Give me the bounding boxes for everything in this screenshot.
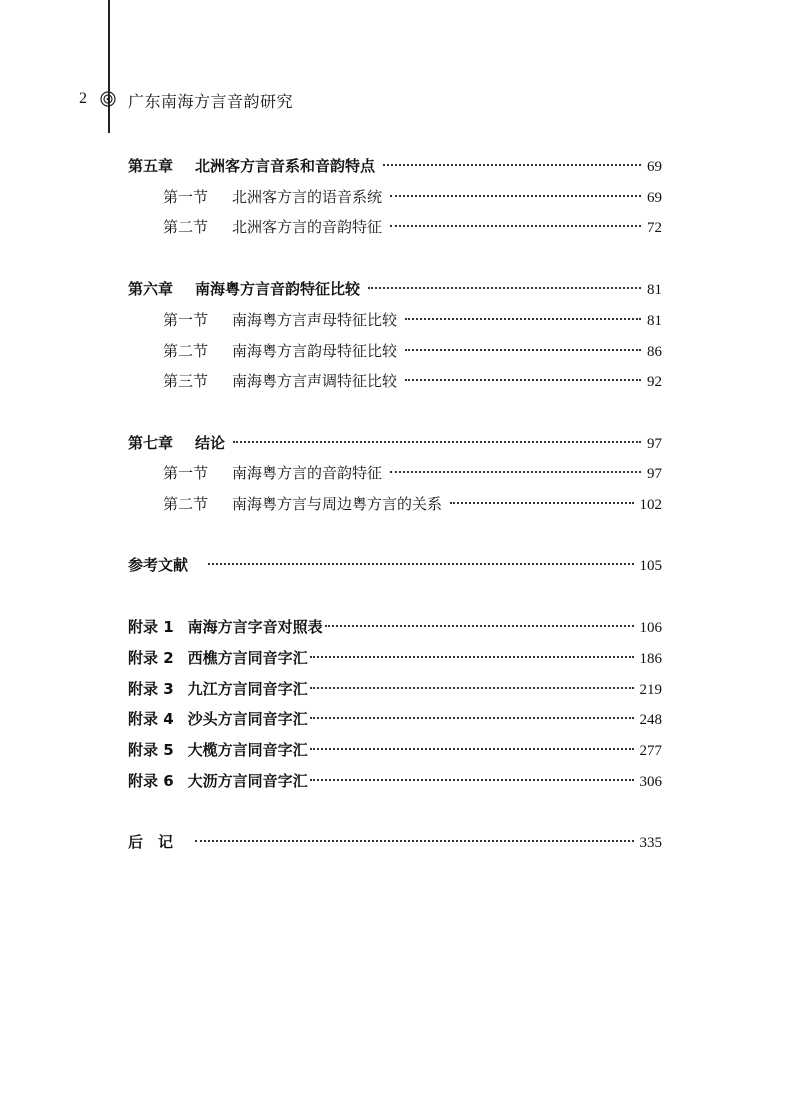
toc-section-6-2[interactable] <box>163 339 662 363</box>
toc-title: 北洲客方言音系和音韵特点 <box>195 157 376 175</box>
dot-leader <box>368 287 641 289</box>
toc-afterword[interactable] <box>128 830 662 854</box>
toc-label: 第二节 <box>163 218 209 236</box>
toc-label: 附录 2 <box>128 649 174 667</box>
toc-page: 81 <box>647 313 662 329</box>
dot-leader <box>405 349 641 351</box>
toc-title: 南海粤方言音韵特征比较 <box>195 280 361 298</box>
toc-title: 南海粤方言声母特征比较 <box>232 311 398 329</box>
toc-title: 西樵方言同音字汇 <box>187 649 308 667</box>
toc-title: 南海粤方言韵母特征比较 <box>232 342 398 360</box>
dot-leader <box>195 840 633 842</box>
toc-title: 南海粤方言的音韵特征 <box>232 464 383 482</box>
toc-label: 第二节 <box>163 342 209 360</box>
dot-leader <box>310 717 634 719</box>
toc-label: 附录 5 <box>128 741 174 759</box>
toc-label: 第七章 <box>128 434 174 452</box>
toc-section-7-2[interactable] <box>163 492 662 516</box>
toc-page: 219 <box>639 682 662 698</box>
toc-label: 第二节 <box>163 495 209 513</box>
toc-section-6-3[interactable] <box>163 369 662 393</box>
toc-page: 277 <box>639 743 662 759</box>
toc-page: 102 <box>639 497 662 513</box>
dot-leader <box>450 502 633 504</box>
dot-leader <box>405 318 641 320</box>
toc-page: 186 <box>639 651 662 667</box>
toc-title: 南海粤方言声调特征比较 <box>232 372 398 390</box>
toc-title: 九江方言同音字汇 <box>187 680 308 698</box>
dot-leader <box>208 563 633 565</box>
dot-leader <box>310 779 634 781</box>
toc-title: 结论 <box>195 434 226 452</box>
toc-page: 72 <box>647 220 662 236</box>
dot-leader <box>233 441 641 443</box>
toc-label: 第一节 <box>163 188 209 206</box>
toc-references[interactable] <box>128 553 662 577</box>
toc-label: 附录 6 <box>128 772 174 790</box>
toc-title: 南海方言字音对照表 <box>187 618 323 636</box>
dot-leader <box>405 379 641 381</box>
toc-section-7-1[interactable] <box>163 461 662 485</box>
toc-page: 105 <box>639 558 662 574</box>
header-page-number: 2 <box>79 90 87 107</box>
toc-label: 后 记 <box>128 833 174 851</box>
toc-title: 北洲客方言的语音系统 <box>232 188 383 206</box>
toc-label: 第一节 <box>163 311 209 329</box>
toc-appendix-5[interactable] <box>128 738 662 762</box>
toc-title: 大榄方言同音字汇 <box>187 741 308 759</box>
toc-page: 69 <box>647 159 662 175</box>
toc-chapter-7[interactable] <box>128 431 662 455</box>
dot-leader <box>325 625 634 627</box>
toc-appendix-6[interactable] <box>128 769 662 793</box>
toc-page: 97 <box>647 436 662 452</box>
toc-chapter-6[interactable] <box>128 277 662 301</box>
toc-page: 81 <box>647 282 662 298</box>
toc-appendix-1[interactable] <box>128 615 662 639</box>
toc-label: 附录 4 <box>128 710 174 728</box>
toc-label: 附录 3 <box>128 680 174 698</box>
toc-label: 第三节 <box>163 372 209 390</box>
toc-title: 南海粤方言与周边粤方言的关系 <box>232 495 443 513</box>
toc-label: 附录 1 <box>128 618 174 636</box>
toc-section-5-1[interactable] <box>163 185 662 209</box>
toc-page: 248 <box>639 712 662 728</box>
toc-label: 第一节 <box>163 464 209 482</box>
toc-title: 北洲客方言的音韵特征 <box>232 218 383 236</box>
toc-appendix-2[interactable] <box>128 646 662 670</box>
toc-page: 335 <box>639 835 662 851</box>
dot-leader <box>383 164 641 166</box>
dot-leader <box>390 471 641 473</box>
toc-section-5-2[interactable] <box>163 215 662 239</box>
toc-appendix-4[interactable] <box>128 707 662 731</box>
toc-appendix-3[interactable] <box>128 677 662 701</box>
toc-page: 306 <box>639 774 662 790</box>
toc-title: 沙头方言同音字汇 <box>187 710 308 728</box>
toc-label: 第六章 <box>128 280 174 298</box>
dot-leader <box>390 195 641 197</box>
dot-leader <box>390 225 641 227</box>
toc-title: 大沥方言同音字汇 <box>187 772 308 790</box>
toc-label: 参考文献 <box>128 556 189 574</box>
toc-page: 69 <box>647 190 662 206</box>
toc-section-6-1[interactable] <box>163 308 662 332</box>
dot-leader <box>310 687 634 689</box>
toc-label: 第五章 <box>128 157 174 175</box>
toc-page: 97 <box>647 466 662 482</box>
toc-page: 86 <box>647 344 662 360</box>
toc-page: 92 <box>647 374 662 390</box>
toc-chapter-5[interactable] <box>128 154 662 178</box>
dot-leader <box>310 656 634 658</box>
dot-leader <box>310 748 634 750</box>
header-book-title: 广东南海方言音韵研究 <box>128 92 294 111</box>
toc-page: 106 <box>639 620 662 636</box>
